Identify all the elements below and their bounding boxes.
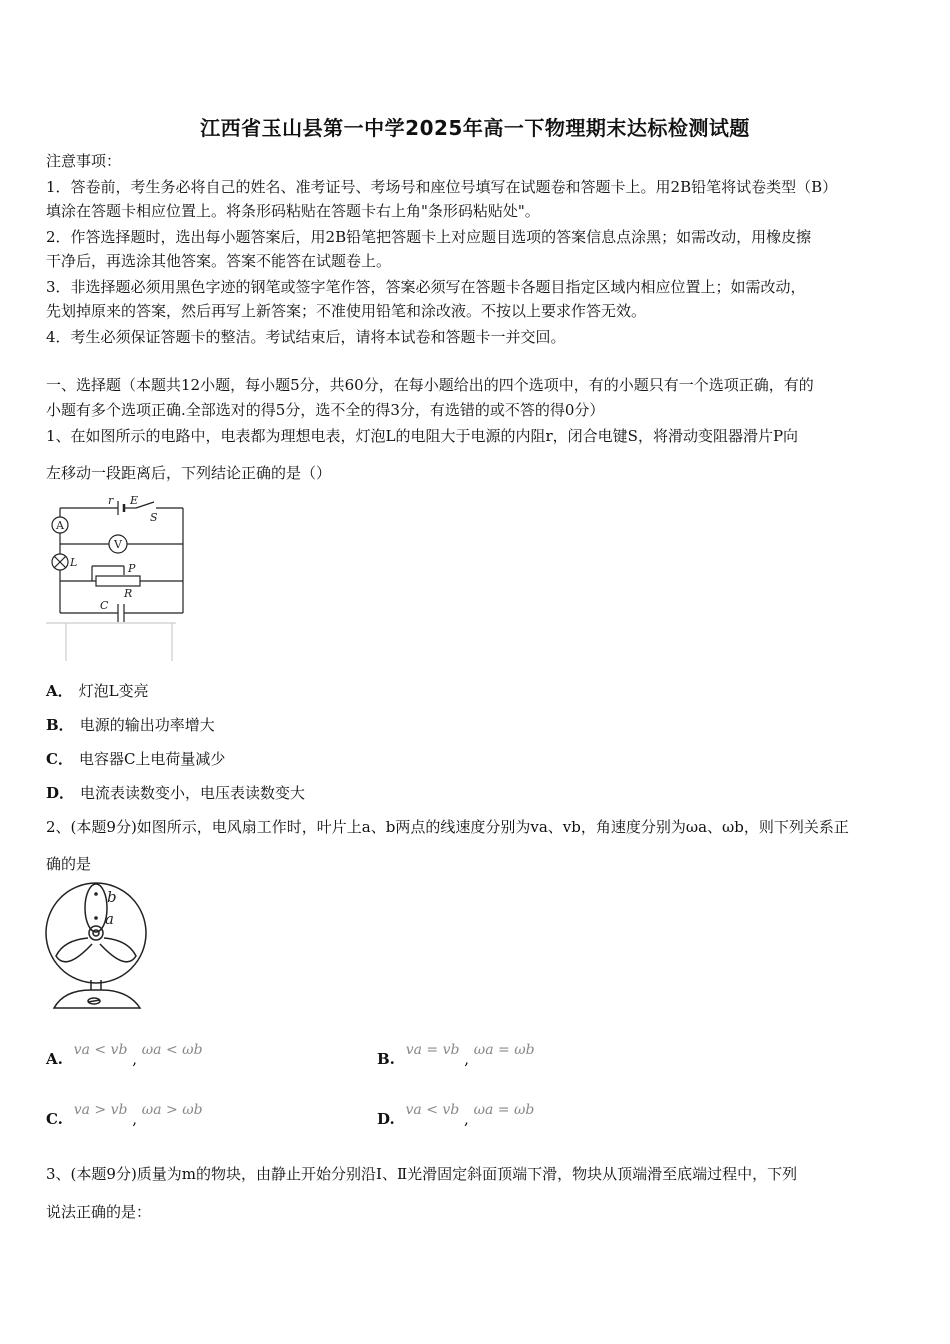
q1-option-a-text: 灯泡L变亮 (78, 682, 149, 700)
q2-option-a-formula-1: va < vb (73, 1042, 128, 1058)
q2-option-d (377, 1102, 535, 1128)
q2-option-c-formula-1: va > vb (73, 1102, 128, 1118)
q2-option-b-sep: , (464, 1050, 470, 1068)
q2-option-c-formula-2: ωa > ωb (141, 1102, 203, 1118)
q1-fig-label-A: A (56, 519, 64, 532)
q2-option-b-label: B. (377, 1050, 395, 1068)
notice-line: 干净后，再选涂其他答案。答案不能答在试题卷上。 (46, 252, 392, 270)
q2-option-b-formula-1: va = vb (405, 1042, 460, 1058)
q1-fig-label-S: S (150, 511, 158, 524)
q3-stem-cont: 说法正确的是： (46, 1203, 152, 1221)
q2-option-c-label: C. (46, 1110, 63, 1128)
q2-option-a-sep: , (132, 1050, 137, 1068)
q1-circuit-figure (44, 493, 190, 663)
q2-option-a-formula-2: ωa < ωb (141, 1042, 203, 1058)
q2-fan-figure (44, 880, 152, 1016)
notice-line: 填涂在答题卡相应位置上。将条形码粘贴在答题卡右上角"条形码粘贴处"。 (46, 202, 540, 220)
q2-option-a (46, 1042, 203, 1068)
q1-option-d (46, 782, 305, 803)
q2-option-d-sep: , (464, 1110, 469, 1128)
notice-line: 先划掉原来的答案，然后再写上新答案；不准使用铅笔和涂改液。不按以上要求作答无效。 (46, 302, 647, 320)
q2-option-d-formula-1: va < vb (405, 1102, 460, 1118)
q1-option-b-label: B． (46, 716, 74, 734)
q2-option-d-label: D. (377, 1110, 395, 1128)
q2-option-b (377, 1042, 535, 1068)
q2-option-b-formula-2: ωa = ωb (473, 1042, 535, 1058)
q1-fig-label-L: L (70, 556, 78, 569)
notice-line: 4．考生必须保证答题卡的整洁。考试结束后，请将本试卷和答题卡一并交回。 (46, 328, 566, 346)
q1-option-c-label: C． (46, 750, 73, 768)
q1-fig-label-C: C (100, 599, 109, 612)
q1-option-a-label: A． (46, 682, 73, 700)
q2-fig-label-b: b (107, 888, 117, 906)
section-heading-cont: 小题有多个选项正确.全部选对的得5分，选不全的得3分，有选错的或不答的得0分） (46, 401, 605, 419)
q2-option-d-formula-2: ωa = ωb (473, 1102, 535, 1118)
notice-line: 2．作答选择题时，选出每小题答案后，用2B铅笔把答题卡上对应题目选项的答案信息点涂黑；如需改动，用橡皮擦 (46, 228, 812, 246)
q1-option-c (46, 748, 225, 769)
q1-fig-label-V: V (114, 538, 122, 551)
q2-stem-cont: 确的是 (46, 855, 92, 873)
q1-fig-label-P: P (128, 562, 136, 575)
notice-line: 1．答卷前，考生务必将自己的姓名、准考证号、考场号和座位号填写在试题卷和答题卡上。用2B铅笔将试卷类型（B） (46, 178, 838, 196)
q1-option-a (46, 680, 149, 701)
q2-fig-label-a: a (105, 910, 114, 928)
q1-stem: 1、在如图所示的电路中，电表都为理想电表，灯泡L的电阻大于电源的内阻r，闭合电键S，将滑动变阻器滑片P向 (46, 427, 799, 445)
notice-heading: 注意事项： (46, 152, 122, 170)
q2-stem: 2、(本题9分)如图所示，电风扇工作时，叶片上a、b两点的线速度分别为va、vb，角速度分别为ωa、ωb，则下列关系正 (46, 818, 849, 836)
q1-option-c-text: 电容器C上电荷量减少 (78, 750, 226, 768)
page-title: 江西省玉山县第一中学2025年高一下物理期末达标检测试题 (200, 116, 750, 140)
q1-fig-label-r: r (108, 494, 114, 507)
q2-option-c-sep: , (132, 1110, 138, 1128)
q1-option-b (46, 714, 215, 735)
notice-line: 3．非选择题必须用黑色字迹的钢笔或签字笔作答，答案必须写在答题卡各题目指定区域内相应位置上；如需改动， (46, 278, 806, 296)
q2-option-a-label: A. (46, 1050, 63, 1068)
q1-option-d-label: D． (46, 784, 75, 802)
q1-fig-label-R: R (124, 587, 133, 600)
section-heading: 一、选择题（本题共12小题，每小题5分，共60分，在每小题给出的四个选项中，有的小题只有一个选项正确，有的 (46, 376, 814, 394)
q1-option-d-text: 电流表读数变小，电压表读数变大 (80, 784, 306, 802)
q3-stem: 3、(本题9分)质量为m的物块，由静止开始分别沿Ⅰ、Ⅱ光滑固定斜面顶端下滑，物块从顶端滑至底端过程中，下列 (46, 1165, 798, 1183)
q1-fig-label-E: E (130, 494, 139, 507)
q1-stem-cont: 左移动一段距离后，下列结论正确的是（） (46, 464, 332, 482)
q2-option-c (46, 1102, 203, 1128)
q1-option-b-text: 电源的输出功率增大 (79, 716, 215, 734)
